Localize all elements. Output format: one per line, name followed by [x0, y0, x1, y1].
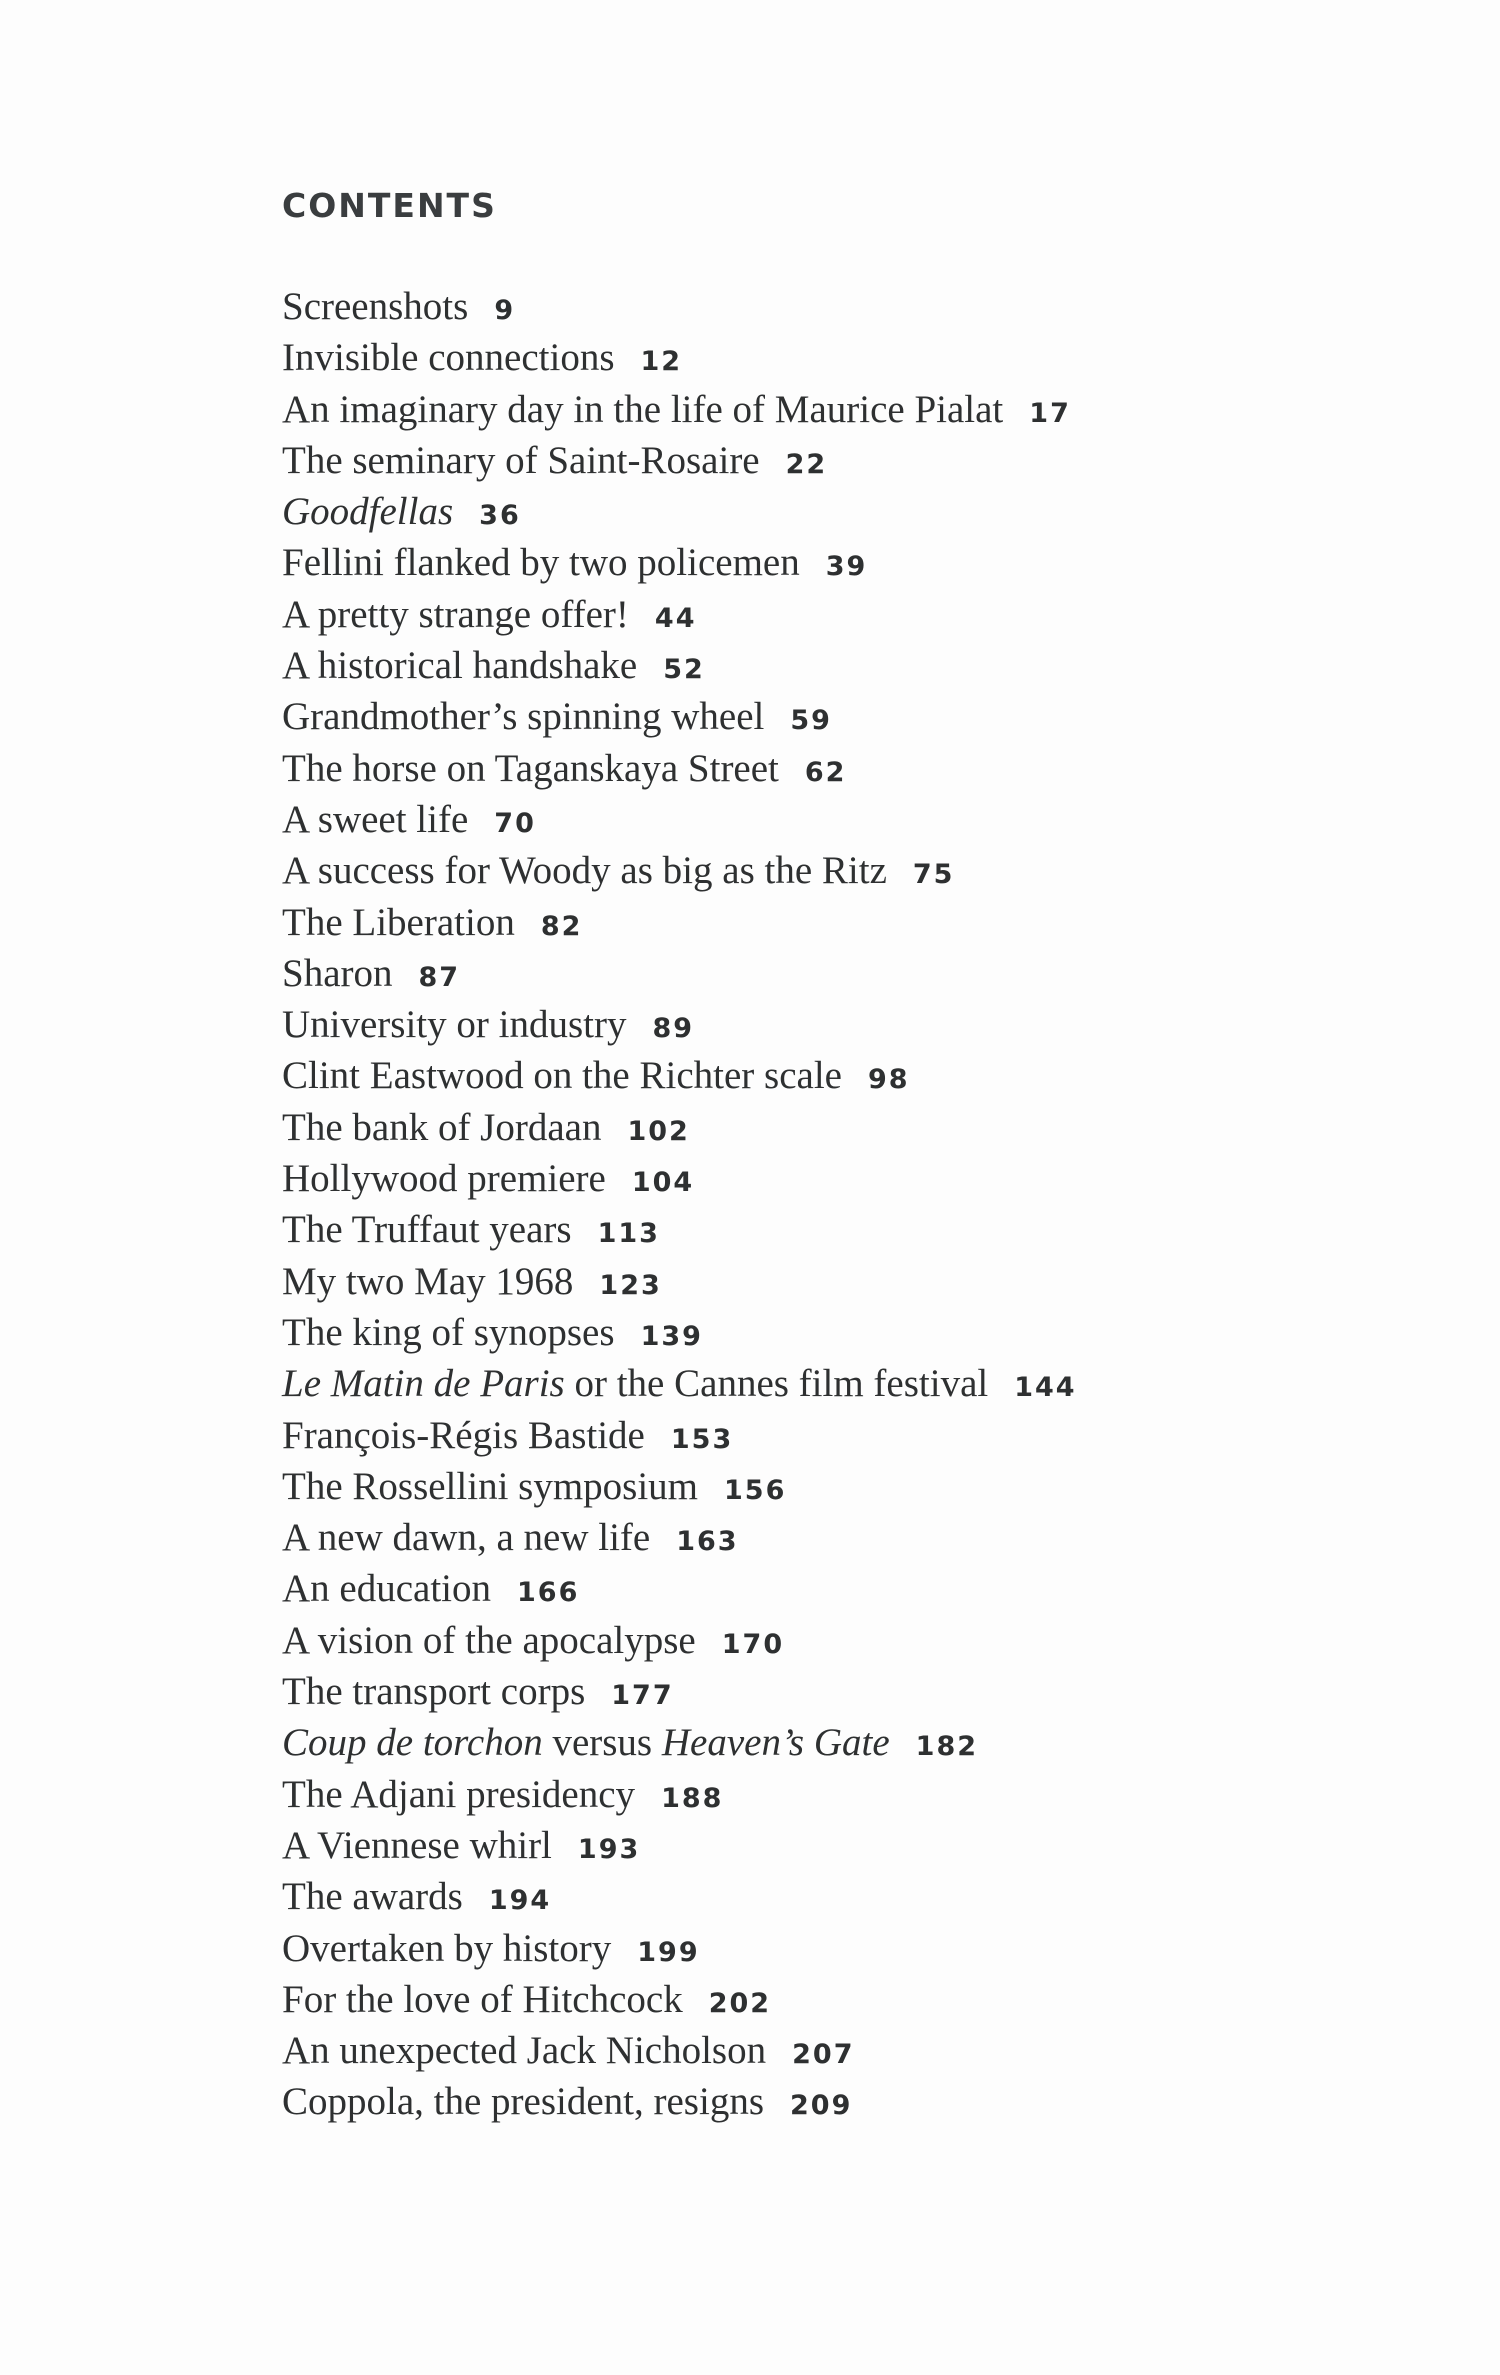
entry-title-italic: Goodfellas: [282, 490, 454, 534]
entry-title: [282, 1310, 615, 1355]
entry-page-number: 123: [599, 1269, 662, 1301]
entry-title-text: Clint Eastwood on the Richter scale: [282, 1054, 842, 1098]
entry-page-number: 52: [663, 654, 705, 686]
toc-entry: [282, 284, 1077, 335]
entry-title: [282, 1413, 645, 1458]
entry-title-italic: Heaven’s Gate: [661, 1721, 890, 1765]
entry-title-text: The transport corps: [282, 1670, 586, 1714]
entry-page-number: 144: [1014, 1372, 1077, 1404]
table-of-contents: [282, 284, 1077, 2131]
entry-page-number: 199: [637, 1936, 700, 1968]
toc-entry: [282, 1464, 1077, 1515]
toc-entry: [282, 797, 1077, 848]
entry-title: [282, 1720, 890, 1765]
entry-title-text: Coppola, the president, resigns: [282, 2080, 764, 2124]
toc-entry: [282, 643, 1077, 694]
entry-title: [282, 1002, 626, 1047]
entry-title: [282, 489, 453, 534]
toc-entry: [282, 1720, 1077, 1771]
entry-title-text: The Adjani presidency: [282, 1772, 636, 1816]
entry-title: [282, 335, 615, 380]
entry-page-number: 44: [654, 602, 697, 634]
entry-title: [282, 1772, 635, 1817]
entry-title-text: A pretty strange offer!: [282, 592, 629, 636]
entry-page-number: 209: [790, 2090, 853, 2122]
entry-page-number: 104: [631, 1167, 695, 1199]
entry-title: [282, 1669, 585, 1714]
entry-page-number: 89: [652, 1013, 695, 1045]
entry-page-number: 139: [640, 1320, 703, 1352]
entry-title: [282, 1926, 611, 1971]
toc-entry: [282, 900, 1077, 951]
entry-title: [282, 1361, 988, 1406]
toc-entry: [282, 1977, 1077, 2028]
entry-title-text: An unexpected Jack Nicholson: [282, 2029, 767, 2073]
entry-title-text: The Truffaut years: [282, 1208, 572, 1252]
entry-title-text: The bank of Jordaan: [282, 1105, 602, 1149]
toc-entry: [282, 1669, 1077, 1720]
toc-entry: [282, 1874, 1077, 1925]
entry-page-number: 202: [708, 1987, 772, 2019]
entry-title-text: University or industry: [282, 1003, 627, 1047]
entry-title: [282, 1515, 650, 1560]
toc-entry: [282, 592, 1077, 643]
entry-page-number: 36: [479, 500, 521, 532]
entry-title: [282, 438, 760, 483]
toc-entry: [282, 746, 1077, 797]
toc-entry: [282, 1926, 1077, 1977]
entry-page-number: 82: [540, 910, 583, 942]
toc-entry: [282, 1207, 1077, 1258]
entry-title: [282, 592, 629, 637]
entry-title: [282, 1156, 606, 1201]
toc-entry: [282, 694, 1077, 745]
entry-title-text: A Viennese whirl: [282, 1823, 552, 1867]
entry-title: [282, 797, 468, 842]
entry-title-text: For the love of Hitchcock: [282, 1977, 683, 2021]
entry-page-number: 87: [418, 961, 461, 993]
toc-entry: [282, 951, 1077, 1002]
entry-title: [282, 643, 637, 688]
entry-title: [282, 1053, 842, 1098]
contents-heading: CONTENTS: [282, 186, 497, 225]
entry-title-text: Overtaken by history: [282, 1926, 612, 1970]
entry-title: [282, 1874, 463, 1919]
entry-title-text: A sweet life: [282, 797, 469, 841]
entry-title: [282, 1618, 696, 1663]
entry-page-number: 70: [494, 807, 536, 839]
entry-page-number: 193: [577, 1833, 641, 1865]
entry-title-text: Invisible connections: [282, 336, 615, 380]
entry-page-number: 188: [661, 1782, 724, 1814]
entry-title: [282, 1566, 491, 1611]
entry-page-number: 177: [611, 1680, 674, 1712]
toc-entry: [282, 1361, 1077, 1412]
entry-title-italic: Coup de torchon: [282, 1721, 543, 1765]
entry-title-text: A vision of the apocalypse: [282, 1618, 696, 1662]
toc-entry: [282, 1156, 1077, 1207]
toc-entry: [282, 2079, 1077, 2130]
toc-entry: [282, 1053, 1077, 1104]
entry-title-text: The Rossellini symposium: [282, 1464, 699, 1508]
toc-entry: [282, 2028, 1077, 2079]
entry-page-number: 39: [825, 551, 868, 583]
entry-page-number: 182: [915, 1731, 979, 1763]
entry-title: [282, 694, 764, 739]
entry-title-text: The Liberation: [282, 900, 515, 944]
entry-title-text: A new dawn, a new life: [282, 1516, 651, 1560]
entry-title-text: The seminary of Saint-Rosaire: [282, 438, 760, 482]
toc-entry: [282, 1772, 1077, 1823]
toc-entry: [282, 1413, 1077, 1464]
entry-title: [282, 387, 1003, 432]
entry-title-text: The horse on Taganskaya Street: [282, 746, 779, 790]
entry-page-number: 207: [792, 2039, 855, 2071]
entry-page-number: 194: [488, 1885, 552, 1917]
entry-page-number: 75: [912, 859, 955, 891]
entry-page-number: 113: [597, 1218, 660, 1250]
entry-title-text: An imaginary day in the life of Maurice Pialat: [282, 387, 1004, 431]
toc-entry: [282, 1259, 1077, 1310]
entry-title-text: A historical handshake: [282, 644, 638, 688]
entry-title-text: Sharon: [282, 951, 393, 995]
toc-entry: [282, 335, 1077, 386]
entry-title-text: Grandmother’s spinning wheel: [282, 695, 765, 739]
entry-title-text: Screenshots: [282, 285, 469, 328]
entry-title: [282, 746, 779, 791]
entry-title-text: The awards: [282, 1875, 463, 1919]
entry-title: [282, 1207, 572, 1252]
toc-entry: [282, 489, 1077, 540]
entry-page-number: 62: [804, 756, 847, 788]
toc-entry: [282, 1310, 1077, 1361]
entry-title-text: Hollywood premiere: [282, 1157, 606, 1201]
entry-page-number: 156: [724, 1474, 787, 1506]
entry-title-text: An education: [282, 1567, 492, 1611]
entry-title-text: My two May 1968: [282, 1259, 574, 1303]
entry-title: [282, 1259, 573, 1304]
toc-entry: [282, 1515, 1077, 1566]
entry-page-number: 17: [1029, 397, 1071, 429]
entry-page-number: 170: [721, 1628, 785, 1660]
entry-page-number: 163: [676, 1526, 739, 1558]
toc-entry: [282, 1823, 1077, 1874]
entry-title: [282, 1464, 698, 1509]
entry-title-text: A success for Woody as big as the Ritz: [282, 849, 887, 893]
entry-page-number: 9: [494, 295, 516, 326]
entry-title: [282, 1823, 552, 1868]
toc-entry: [282, 1105, 1077, 1156]
entry-title: [282, 2079, 764, 2124]
toc-entry: [282, 1618, 1077, 1669]
entry-page-number: 153: [670, 1423, 734, 1455]
entry-title: [282, 848, 887, 893]
entry-page-number: 12: [640, 346, 683, 378]
toc-entry: [282, 438, 1077, 489]
entry-page-number: 102: [627, 1115, 690, 1147]
toc-entry: [282, 1566, 1077, 1617]
entry-title-text: or the Cannes film festival: [564, 1362, 989, 1406]
entry-title: [282, 1977, 683, 2022]
entry-page-number: 98: [867, 1064, 910, 1096]
entry-title: [282, 951, 393, 996]
entry-title: [282, 2028, 766, 2073]
entry-title-italic: Le Matin de Paris: [282, 1362, 565, 1406]
toc-entry: [282, 387, 1077, 438]
entry-title: [282, 1105, 601, 1150]
entry-title: [282, 540, 800, 585]
entry-title-text: François-Régis Bastide: [282, 1413, 645, 1457]
toc-entry: [282, 1002, 1077, 1053]
toc-entry: [282, 848, 1077, 899]
entry-page-number: 59: [790, 705, 832, 737]
entry-title-text: Fellini flanked by two policemen: [282, 541, 800, 585]
toc-entry: [282, 540, 1077, 591]
entry-title: [282, 284, 468, 329]
entry-page-number: 166: [517, 1577, 580, 1609]
entry-title-text: The king of synopses: [282, 1310, 615, 1354]
entry-title-text: versus: [542, 1721, 662, 1765]
entry-title: [282, 900, 515, 945]
entry-page-number: 22: [785, 448, 828, 480]
